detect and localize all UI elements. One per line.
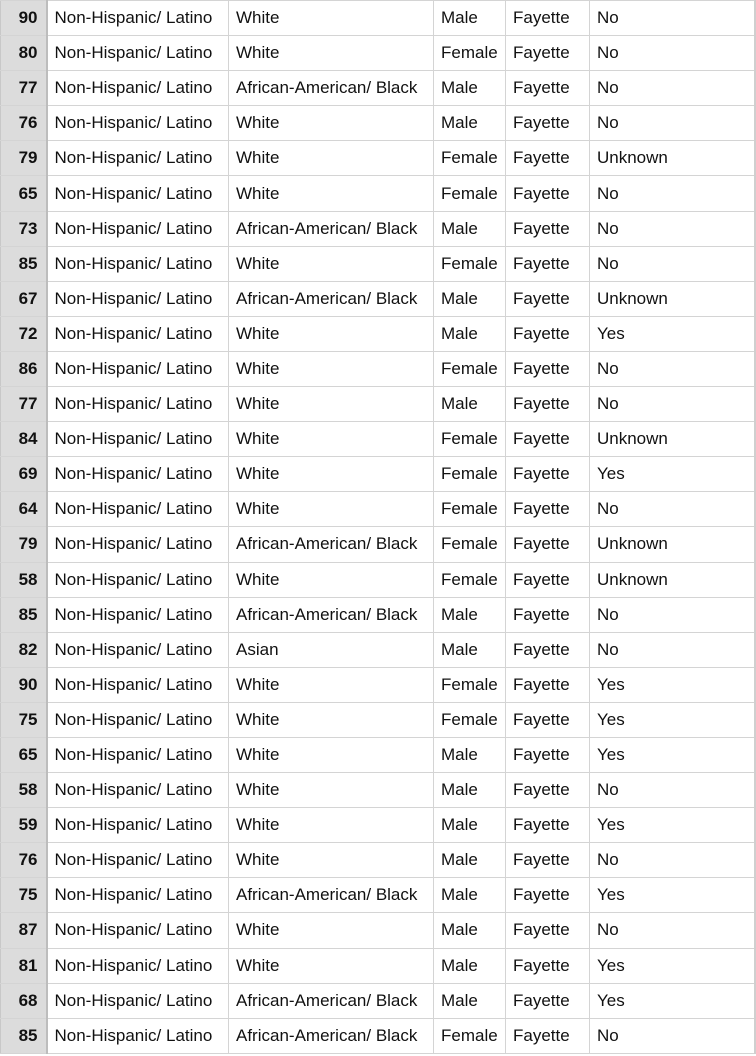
status-cell[interactable]: Yes xyxy=(590,948,755,983)
table-row xyxy=(1,141,755,176)
race-cell[interactable]: African-American/ Black xyxy=(229,281,434,316)
county-cell[interactable]: Fayette xyxy=(506,808,590,843)
age-cell[interactable]: 90 xyxy=(1,667,47,702)
age-cell[interactable]: 69 xyxy=(1,457,47,492)
sex-cell[interactable]: Male xyxy=(434,71,506,106)
status-cell[interactable]: No xyxy=(590,1,755,36)
ethnicity-cell[interactable]: Non-Hispanic/ Latino xyxy=(47,1,229,36)
table-row xyxy=(1,527,755,562)
ethnicity-cell[interactable]: Non-Hispanic/ Latino xyxy=(47,878,229,913)
status-cell[interactable]: No xyxy=(590,246,755,281)
table-row xyxy=(1,632,755,667)
table-row xyxy=(1,492,755,527)
age-cell[interactable]: 76 xyxy=(1,843,47,878)
status-cell[interactable]: No xyxy=(590,632,755,667)
status-cell[interactable]: No xyxy=(590,106,755,141)
age-cell[interactable]: 85 xyxy=(1,597,47,632)
table-row xyxy=(1,422,755,457)
status-cell[interactable]: Unknown xyxy=(590,281,755,316)
table-row xyxy=(1,1,755,36)
status-cell[interactable]: No xyxy=(590,351,755,386)
county-cell[interactable]: Fayette xyxy=(506,457,590,492)
table-row xyxy=(1,808,755,843)
age-cell[interactable]: 68 xyxy=(1,983,47,1018)
age-cell[interactable]: 86 xyxy=(1,351,47,386)
table-row xyxy=(1,387,755,422)
sex-cell[interactable]: Male xyxy=(434,1,506,36)
status-cell[interactable]: Unknown xyxy=(590,422,755,457)
sex-cell[interactable]: Male xyxy=(434,808,506,843)
age-cell[interactable]: 67 xyxy=(1,281,47,316)
ethnicity-cell[interactable]: Non-Hispanic/ Latino xyxy=(47,457,229,492)
county-cell[interactable]: Fayette xyxy=(506,246,590,281)
table-row xyxy=(1,71,755,106)
county-cell[interactable]: Fayette xyxy=(506,106,590,141)
sex-cell[interactable]: Male xyxy=(434,316,506,351)
ethnicity-cell[interactable]: Non-Hispanic/ Latino xyxy=(47,492,229,527)
table-row xyxy=(1,667,755,702)
sex-cell[interactable]: Male xyxy=(434,948,506,983)
county-cell[interactable]: Fayette xyxy=(506,351,590,386)
status-cell[interactable]: Yes xyxy=(590,808,755,843)
county-cell[interactable]: Fayette xyxy=(506,71,590,106)
table-row xyxy=(1,316,755,351)
ethnicity-cell[interactable]: Non-Hispanic/ Latino xyxy=(47,773,229,808)
ethnicity-cell[interactable]: Non-Hispanic/ Latino xyxy=(47,36,229,71)
county-cell[interactable]: Fayette xyxy=(506,176,590,211)
status-cell[interactable]: No xyxy=(590,1018,755,1053)
race-cell[interactable]: White xyxy=(229,702,434,737)
ethnicity-cell[interactable]: Non-Hispanic/ Latino xyxy=(47,808,229,843)
status-cell[interactable]: Yes xyxy=(590,878,755,913)
age-cell[interactable]: 84 xyxy=(1,422,47,457)
status-cell[interactable]: No xyxy=(590,843,755,878)
ethnicity-cell[interactable]: Non-Hispanic/ Latino xyxy=(47,1018,229,1053)
race-cell[interactable]: White xyxy=(229,36,434,71)
sex-cell[interactable]: Male xyxy=(434,387,506,422)
age-cell[interactable]: 80 xyxy=(1,36,47,71)
county-cell[interactable]: Fayette xyxy=(506,737,590,772)
race-cell[interactable]: African-American/ Black xyxy=(229,1018,434,1053)
county-cell[interactable]: Fayette xyxy=(506,36,590,71)
ethnicity-cell[interactable]: Non-Hispanic/ Latino xyxy=(47,351,229,386)
race-cell[interactable]: White xyxy=(229,913,434,948)
race-cell[interactable]: White xyxy=(229,667,434,702)
race-cell[interactable]: White xyxy=(229,457,434,492)
age-cell[interactable]: 65 xyxy=(1,737,47,772)
table-row xyxy=(1,281,755,316)
table-row xyxy=(1,878,755,913)
table-row xyxy=(1,702,755,737)
race-cell[interactable]: African-American/ Black xyxy=(229,211,434,246)
county-cell[interactable]: Fayette xyxy=(506,948,590,983)
sex-cell[interactable]: Male xyxy=(434,632,506,667)
age-cell[interactable]: 76 xyxy=(1,106,47,141)
age-cell[interactable]: 73 xyxy=(1,211,47,246)
county-cell[interactable]: Fayette xyxy=(506,492,590,527)
ethnicity-cell[interactable]: Non-Hispanic/ Latino xyxy=(47,176,229,211)
ethnicity-cell[interactable]: Non-Hispanic/ Latino xyxy=(47,948,229,983)
ethnicity-cell[interactable]: Non-Hispanic/ Latino xyxy=(47,387,229,422)
age-cell[interactable]: 77 xyxy=(1,387,47,422)
race-cell[interactable]: White xyxy=(229,316,434,351)
ethnicity-cell[interactable]: Non-Hispanic/ Latino xyxy=(47,702,229,737)
ethnicity-cell[interactable]: Non-Hispanic/ Latino xyxy=(47,246,229,281)
county-cell[interactable]: Fayette xyxy=(506,667,590,702)
age-cell[interactable]: 90 xyxy=(1,1,47,36)
ethnicity-cell[interactable]: Non-Hispanic/ Latino xyxy=(47,211,229,246)
age-cell[interactable]: 79 xyxy=(1,141,47,176)
sex-cell[interactable]: Female xyxy=(434,141,506,176)
status-cell[interactable]: Yes xyxy=(590,983,755,1018)
age-cell[interactable]: 58 xyxy=(1,562,47,597)
age-cell[interactable]: 65 xyxy=(1,176,47,211)
spreadsheet-body xyxy=(1,1,755,1054)
county-cell[interactable]: Fayette xyxy=(506,597,590,632)
race-cell[interactable]: White xyxy=(229,141,434,176)
table-row xyxy=(1,351,755,386)
age-cell[interactable]: 82 xyxy=(1,632,47,667)
ethnicity-cell[interactable]: Non-Hispanic/ Latino xyxy=(47,422,229,457)
county-cell[interactable]: Fayette xyxy=(506,562,590,597)
status-cell[interactable]: Yes xyxy=(590,667,755,702)
ethnicity-cell[interactable]: Non-Hispanic/ Latino xyxy=(47,316,229,351)
age-cell[interactable]: 58 xyxy=(1,773,47,808)
sex-cell[interactable]: Female xyxy=(434,702,506,737)
sex-cell[interactable]: Female xyxy=(434,667,506,702)
race-cell[interactable]: White xyxy=(229,387,434,422)
ethnicity-cell[interactable]: Non-Hispanic/ Latino xyxy=(47,562,229,597)
ethnicity-cell[interactable]: Non-Hispanic/ Latino xyxy=(47,983,229,1018)
age-cell[interactable]: 77 xyxy=(1,71,47,106)
status-cell[interactable]: No xyxy=(590,773,755,808)
table-row xyxy=(1,36,755,71)
sex-cell[interactable]: Male xyxy=(434,843,506,878)
sex-cell[interactable]: Female xyxy=(434,422,506,457)
age-cell[interactable]: 75 xyxy=(1,702,47,737)
status-cell[interactable]: No xyxy=(590,211,755,246)
sex-cell[interactable]: Male xyxy=(434,597,506,632)
county-cell[interactable]: Fayette xyxy=(506,702,590,737)
county-cell[interactable]: Fayette xyxy=(506,1018,590,1053)
table-row xyxy=(1,1018,755,1053)
table-row xyxy=(1,773,755,808)
county-cell[interactable]: Fayette xyxy=(506,281,590,316)
race-cell[interactable]: White xyxy=(229,843,434,878)
status-cell[interactable]: Yes xyxy=(590,457,755,492)
sex-cell[interactable]: Female xyxy=(434,176,506,211)
race-cell[interactable]: African-American/ Black xyxy=(229,597,434,632)
table-row xyxy=(1,913,755,948)
ethnicity-cell[interactable]: Non-Hispanic/ Latino xyxy=(47,106,229,141)
table-row xyxy=(1,106,755,141)
race-cell[interactable]: African-American/ Black xyxy=(229,878,434,913)
race-cell[interactable]: White xyxy=(229,246,434,281)
ethnicity-cell[interactable]: Non-Hispanic/ Latino xyxy=(47,632,229,667)
age-cell[interactable]: 75 xyxy=(1,878,47,913)
county-cell[interactable]: Fayette xyxy=(506,527,590,562)
status-cell[interactable]: No xyxy=(590,387,755,422)
county-cell[interactable]: Fayette xyxy=(506,878,590,913)
age-cell[interactable]: 72 xyxy=(1,316,47,351)
table-row xyxy=(1,211,755,246)
status-cell[interactable]: No xyxy=(590,913,755,948)
status-cell[interactable]: No xyxy=(590,71,755,106)
ethnicity-cell[interactable]: Non-Hispanic/ Latino xyxy=(47,667,229,702)
ethnicity-cell[interactable]: Non-Hispanic/ Latino xyxy=(47,71,229,106)
county-cell[interactable]: Fayette xyxy=(506,211,590,246)
county-cell[interactable]: Fayette xyxy=(506,632,590,667)
race-cell[interactable]: White xyxy=(229,176,434,211)
status-cell[interactable]: Unknown xyxy=(590,141,755,176)
table-row xyxy=(1,948,755,983)
sex-cell[interactable]: Female xyxy=(434,492,506,527)
sex-cell[interactable]: Male xyxy=(434,983,506,1018)
age-cell[interactable]: 81 xyxy=(1,948,47,983)
ethnicity-cell[interactable]: Non-Hispanic/ Latino xyxy=(47,597,229,632)
table-row xyxy=(1,457,755,492)
ethnicity-cell[interactable]: Non-Hispanic/ Latino xyxy=(47,843,229,878)
race-cell[interactable]: White xyxy=(229,492,434,527)
sex-cell[interactable]: Female xyxy=(434,36,506,71)
status-cell[interactable]: Unknown xyxy=(590,562,755,597)
county-cell[interactable]: Fayette xyxy=(506,316,590,351)
age-cell[interactable]: 59 xyxy=(1,808,47,843)
table-row xyxy=(1,562,755,597)
age-cell[interactable]: 79 xyxy=(1,527,47,562)
ethnicity-cell[interactable]: Non-Hispanic/ Latino xyxy=(47,281,229,316)
table-row xyxy=(1,176,755,211)
status-cell[interactable]: Unknown xyxy=(590,527,755,562)
age-cell[interactable]: 87 xyxy=(1,913,47,948)
sex-cell[interactable]: Female xyxy=(434,246,506,281)
ethnicity-cell[interactable]: Non-Hispanic/ Latino xyxy=(47,913,229,948)
race-cell[interactable]: White xyxy=(229,1,434,36)
race-cell[interactable]: White xyxy=(229,737,434,772)
table-row xyxy=(1,246,755,281)
race-cell[interactable]: African-American/ Black xyxy=(229,983,434,1018)
county-cell[interactable]: Fayette xyxy=(506,141,590,176)
county-cell[interactable]: Fayette xyxy=(506,387,590,422)
table-row xyxy=(1,597,755,632)
sex-cell[interactable]: Female xyxy=(434,1018,506,1053)
race-cell[interactable]: Asian xyxy=(229,632,434,667)
race-cell[interactable]: White xyxy=(229,106,434,141)
age-cell[interactable]: 85 xyxy=(1,1018,47,1053)
county-cell[interactable]: Fayette xyxy=(506,913,590,948)
race-cell[interactable]: White xyxy=(229,808,434,843)
race-cell[interactable]: African-American/ Black xyxy=(229,527,434,562)
sex-cell[interactable]: Male xyxy=(434,773,506,808)
age-cell[interactable]: 85 xyxy=(1,246,47,281)
sex-cell[interactable]: Male xyxy=(434,878,506,913)
ethnicity-cell[interactable]: Non-Hispanic/ Latino xyxy=(47,737,229,772)
status-cell[interactable]: Yes xyxy=(590,702,755,737)
sex-cell[interactable]: Female xyxy=(434,351,506,386)
sex-cell[interactable]: Female xyxy=(434,457,506,492)
county-cell[interactable]: Fayette xyxy=(506,1,590,36)
race-cell[interactable]: White xyxy=(229,948,434,983)
sex-cell[interactable]: Female xyxy=(434,562,506,597)
age-cell[interactable]: 64 xyxy=(1,492,47,527)
race-cell[interactable]: White xyxy=(229,562,434,597)
ethnicity-cell[interactable]: Non-Hispanic/ Latino xyxy=(47,141,229,176)
county-cell[interactable]: Fayette xyxy=(506,843,590,878)
county-cell[interactable]: Fayette xyxy=(506,773,590,808)
table-row xyxy=(1,737,755,772)
sex-cell[interactable]: Male xyxy=(434,211,506,246)
sex-cell[interactable]: Male xyxy=(434,913,506,948)
status-cell[interactable]: No xyxy=(590,36,755,71)
status-cell[interactable]: No xyxy=(590,492,755,527)
sex-cell[interactable]: Male xyxy=(434,737,506,772)
race-cell[interactable]: White xyxy=(229,773,434,808)
ethnicity-cell[interactable]: Non-Hispanic/ Latino xyxy=(47,527,229,562)
status-cell[interactable]: Yes xyxy=(590,737,755,772)
status-cell[interactable]: No xyxy=(590,176,755,211)
race-cell[interactable]: White xyxy=(229,351,434,386)
table-row xyxy=(1,983,755,1018)
status-cell[interactable]: Yes xyxy=(590,316,755,351)
sex-cell[interactable]: Male xyxy=(434,106,506,141)
sex-cell[interactable]: Female xyxy=(434,527,506,562)
race-cell[interactable]: African-American/ Black xyxy=(229,71,434,106)
status-cell[interactable]: No xyxy=(590,597,755,632)
table-row xyxy=(1,843,755,878)
race-cell[interactable]: White xyxy=(229,422,434,457)
county-cell[interactable]: Fayette xyxy=(506,983,590,1018)
sex-cell[interactable]: Male xyxy=(434,281,506,316)
county-cell[interactable]: Fayette xyxy=(506,422,590,457)
